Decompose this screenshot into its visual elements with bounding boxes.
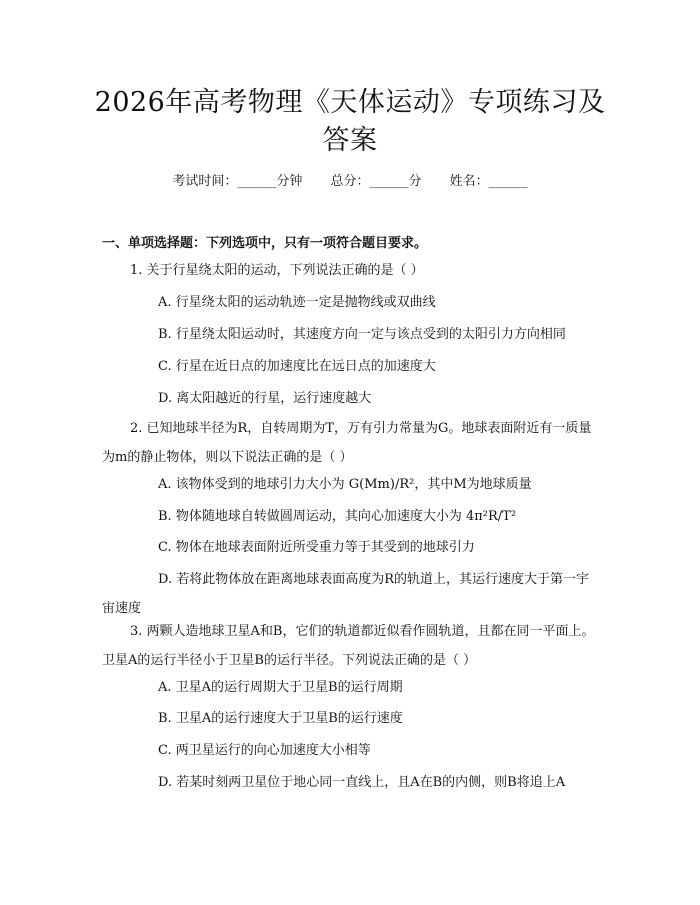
question-1-option-a: A. 行星绕太阳的运动轨迹一定是抛物线或双曲线: [158, 295, 436, 310]
exam-name: 姓名：______: [449, 174, 528, 189]
question-3-option-d: D. 若某时刻两卫星位于地心同一直线上，且A在B的内侧，则B将追上A: [158, 775, 566, 790]
question-3-option-a: A. 卫星A的运行周期大于卫星B的运行周期: [158, 680, 403, 695]
question-2-option-a: A. 该物体受到的地球引力大小为 G(Mm)/R²，其中M为地球质量: [158, 477, 532, 492]
document-title: 2026年高考物理《天体运动》专项练习及答案: [94, 87, 606, 156]
exam-time: 考试时间：______分钟: [172, 174, 303, 189]
section-heading: 一、单项选择题：下列选项中，只有一项符合题目要求。: [102, 236, 428, 251]
exam-total-score: 总分：______分: [330, 174, 422, 189]
question-3-stem: 3. 两颗人造地球卫星A和B，它们的轨道都近似看作圆轨道，且都在同一平面上。卫星A的运行半径小于卫星B的运行半径。下列说法正确的是（ ）: [102, 624, 595, 668]
question-1-option-b: B. 行星绕太阳运动时，其速度方向一定与该点受到的太阳引力方向相同: [158, 327, 566, 342]
question-2-option-b: B. 物体随地球自转做圆周运动，其向心加速度大小为 4π²R/T²: [158, 509, 517, 524]
question-1-option-c: C. 行星在近日点的加速度比在远日点的加速度大: [158, 359, 436, 374]
question-2-stem: 2. 已知地球半径为R，自转周期为T，万有引力常量为G。地球表面附近有一质量为m的静止物体，则以下说法正确的是（ ）: [102, 421, 592, 465]
question-1-option-d: D. 离太阳越近的行星，运行速度越大: [158, 391, 372, 406]
question-2-option-d: D. 若将此物体放在距离地球表面高度为R的轨道上，其运行速度大于第一宇宙速度: [102, 572, 590, 616]
question-2-option-c: C. 物体在地球表面附近所受重力等于其受到的地球引力: [158, 540, 475, 555]
question-1-stem: 1. 关于行星绕太阳的运动，下列说法正确的是（ ）: [130, 263, 424, 278]
exam-info: [0, 170, 700, 189]
question-3-option-b: B. 卫星A的运行速度大于卫星B的运行速度: [158, 711, 403, 726]
question-3-option-c: C. 两卫星运行的向心加速度大小相等: [158, 743, 371, 758]
